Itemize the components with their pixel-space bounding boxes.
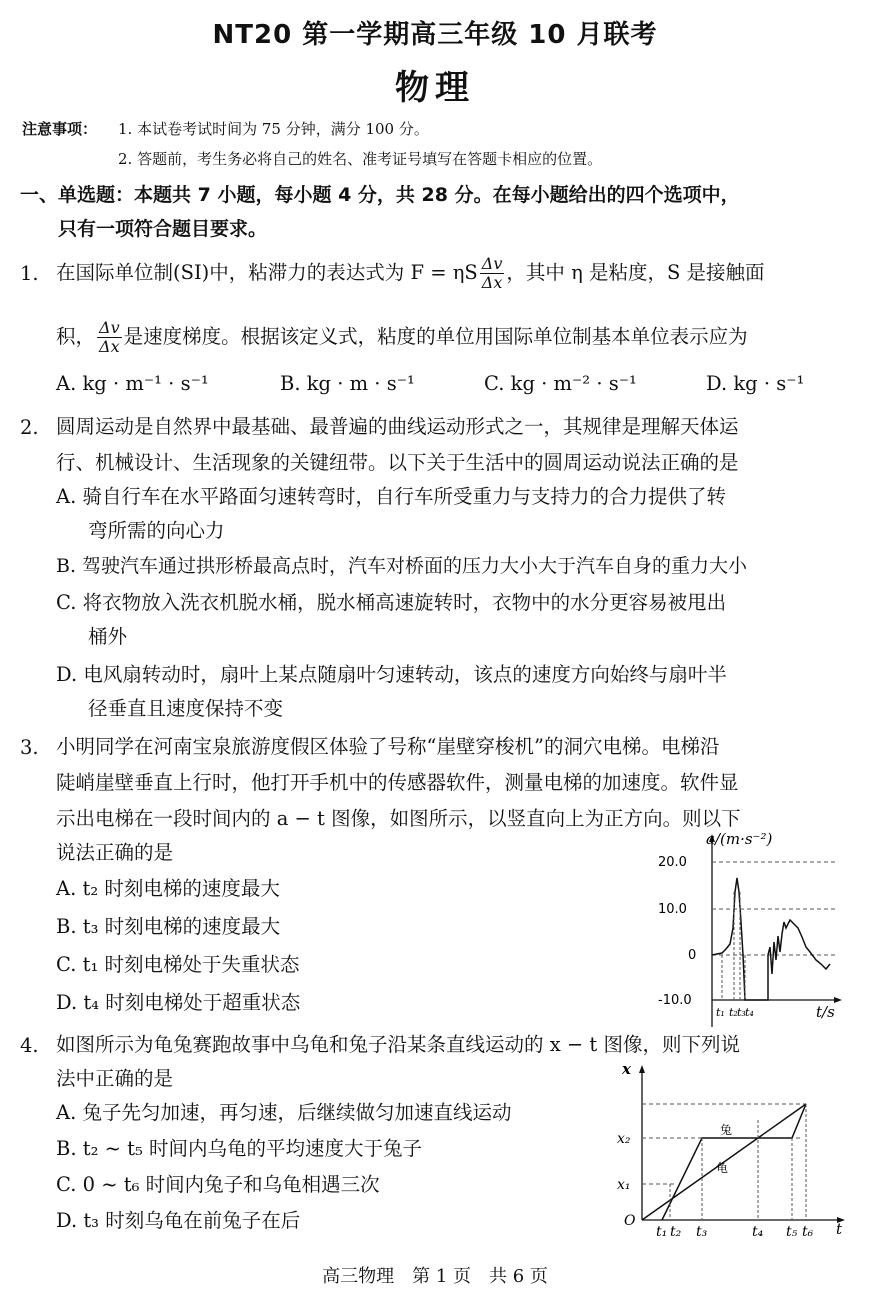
rabbit-label: 兔 (720, 1123, 733, 1137)
at-xtick-t2: t₂ (729, 1006, 738, 1019)
q3-number: 3. (20, 736, 39, 759)
xt-ytick-x2: x₂ (617, 1131, 631, 1147)
q3-line3: 示出电梯在一段时间内的 a − t 图像，如图所示，以竖直向上为正方向。则以下 (56, 807, 741, 830)
position-time-graph (614, 1060, 854, 1240)
q4-line2: 法中正确的是 (56, 1067, 174, 1090)
q3-option-a: A. t₂ 时刻电梯的速度最大 (56, 877, 280, 900)
q1-number: 1. (20, 262, 39, 285)
q1-line1: 在国际单位制(SI)中，粘滞力的表达式为 F = ηS $\frac{\Delta v}{\Delta x}$ ，其中 η 是粘度，S 是接触面 (56, 254, 765, 292)
q2-line1: 圆周运动是自然界中最基础、最普遍的曲线运动形式之一，其规律是理解天体运 (56, 415, 739, 438)
q2-number: 2. (20, 416, 39, 439)
q1-option-d: D. kg · s⁻¹ (706, 372, 805, 395)
q2-option-c-line1: C. 将衣物放入洗衣机脱水桶，脱水桶高速旋转时，衣物中的水分更容易被甩出 (56, 591, 727, 614)
turtle-label: 龟 (716, 1161, 729, 1175)
xt-xtick-t4: t₄ (752, 1224, 764, 1240)
velocity-gradient-fraction-2: $\frac{\Delta v}{\Delta x}$ (99, 318, 120, 356)
q1-option-c: C. kg · m⁻² · s⁻¹ (484, 372, 637, 395)
at-x-label: t/s (816, 1003, 835, 1021)
notes-label: 注意事项： (22, 120, 98, 138)
q4-option-a: A. 兔子先匀加速，再匀速，后继续做匀加速直线运动 (56, 1101, 512, 1124)
at-ytick-0: 0 (688, 948, 697, 963)
q2-option-b: B. 驾驶汽车通过拱形桥最高点时，汽车对桥面的压力大小大于汽车自身的重力大小 (56, 555, 748, 577)
xt-xtick-t1: t₁ (656, 1224, 668, 1240)
xt-origin: O (624, 1213, 636, 1229)
q4-line1: 如图所示为龟兔赛跑故事中乌龟和兔子沿某条直线运动的 x − t 图像，则下列说 (56, 1033, 740, 1056)
q3-line1: 小明同学在河南宝泉旅游度假区体验了号称“崖壁穿梭机”的洞穴电梯。电梯沿 (56, 735, 720, 758)
rabbit-line (662, 1104, 806, 1220)
xt-xtick-t2: t₂ (670, 1224, 682, 1240)
note-2: 2. 答题前，考生务必将自己的姓名、准考证号填写在答题卡相应的位置。 (118, 150, 603, 168)
q2-option-d-line2: 径垂直且速度保持不变 (88, 697, 284, 720)
q1-option-a: A. kg · m⁻¹ · s⁻¹ (56, 372, 209, 395)
acceleration-time-graph (656, 832, 846, 1032)
note-1: 1. 本试卷考试时间为 75 分钟，满分 100 分。 (118, 120, 429, 138)
xt-xtick-t6: t₆ (802, 1224, 814, 1240)
q3-option-c: C. t₁ 时刻电梯处于失重状态 (56, 953, 300, 976)
q1-option-b: B. kg · m · s⁻¹ (280, 372, 415, 395)
xt-y-label: x (622, 1060, 631, 1078)
q1-line2: 积， $\frac{\Delta v}{\Delta x}$ 是速度梯度。根据该定义式，粘度的单位用国际单位制基本单位表示应为 (56, 318, 748, 356)
xt-y-arrow (639, 1065, 645, 1073)
page-footer: 高三物理 第 1 页 共 6 页 (322, 1266, 548, 1287)
q3-line4: 说法正确的是 (56, 841, 174, 864)
at-xtick-t1: t₁ (716, 1006, 725, 1019)
xt-xtick-t3: t₃ (696, 1224, 708, 1240)
at-xtick-t4: t₄ (745, 1006, 754, 1019)
q4-option-d: D. t₃ 时刻乌龟在前兔子在后 (56, 1209, 301, 1232)
q3-line2: 陡峭崖壁垂直上行时，他打开手机中的传感器软件，测量电梯的加速度。软件显 (56, 771, 739, 794)
velocity-gradient-fraction: $\frac{\Delta v}{\Delta x}$ (481, 254, 503, 292)
q4-option-c: C. 0 ~ t₆ 时间内兔子和乌龟相遇三次 (56, 1173, 380, 1196)
at-ytick-10: 10.0 (658, 902, 687, 917)
q2-line2: 行、机械设计、生活现象的关键纽带。以下关于生活中的圆周运动说法正确的是 (56, 451, 739, 474)
at-y-label: a/(m·s⁻²) (706, 832, 773, 848)
q3-option-b: B. t₃ 时刻电梯的速度最大 (56, 915, 281, 938)
q2-option-c-line2: 桶外 (88, 625, 128, 648)
q2-option-a-line2: 弯所需的向心力 (88, 519, 225, 542)
at-curve (712, 878, 830, 1000)
q4-number: 4. (20, 1034, 39, 1057)
xt-ytick-x1: x₁ (617, 1177, 631, 1193)
at-ytick-20: 20.0 (658, 855, 687, 870)
exam-title: NT20 第一学期高三年级 10 月联考 (212, 20, 658, 50)
q4-option-b: B. t₂ ~ t₅ 时间内乌龟的平均速度大于兔子 (56, 1137, 422, 1160)
at-x-arrow (834, 997, 842, 1003)
q2-option-a-line1: A. 骑自行车在水平路面匀速转弯时，自行车所受重力与支持力的合力提供了转 (56, 485, 726, 508)
at-xtick-t3: t₃ (737, 1006, 746, 1019)
q3-option-d: D. t₄ 时刻电梯处于超重状态 (56, 991, 301, 1014)
section-heading-line2: 只有一项符合题目要求。 (58, 218, 268, 240)
subject-title: 物理 (395, 68, 475, 108)
xt-x-label: t (836, 1220, 843, 1238)
xt-xtick-t5: t₅ (786, 1224, 798, 1240)
section-heading-line1: 一、单选题：本题共 7 小题，每小题 4 分，共 28 分。在每小题给出的四个选项中， (20, 184, 740, 206)
at-ytick-neg10: -10.0 (658, 993, 692, 1008)
q2-option-d-line1: D. 电风扇转动时，扇叶上某点随扇叶匀速转动，该点的速度方向始终与扇叶半 (56, 663, 727, 686)
